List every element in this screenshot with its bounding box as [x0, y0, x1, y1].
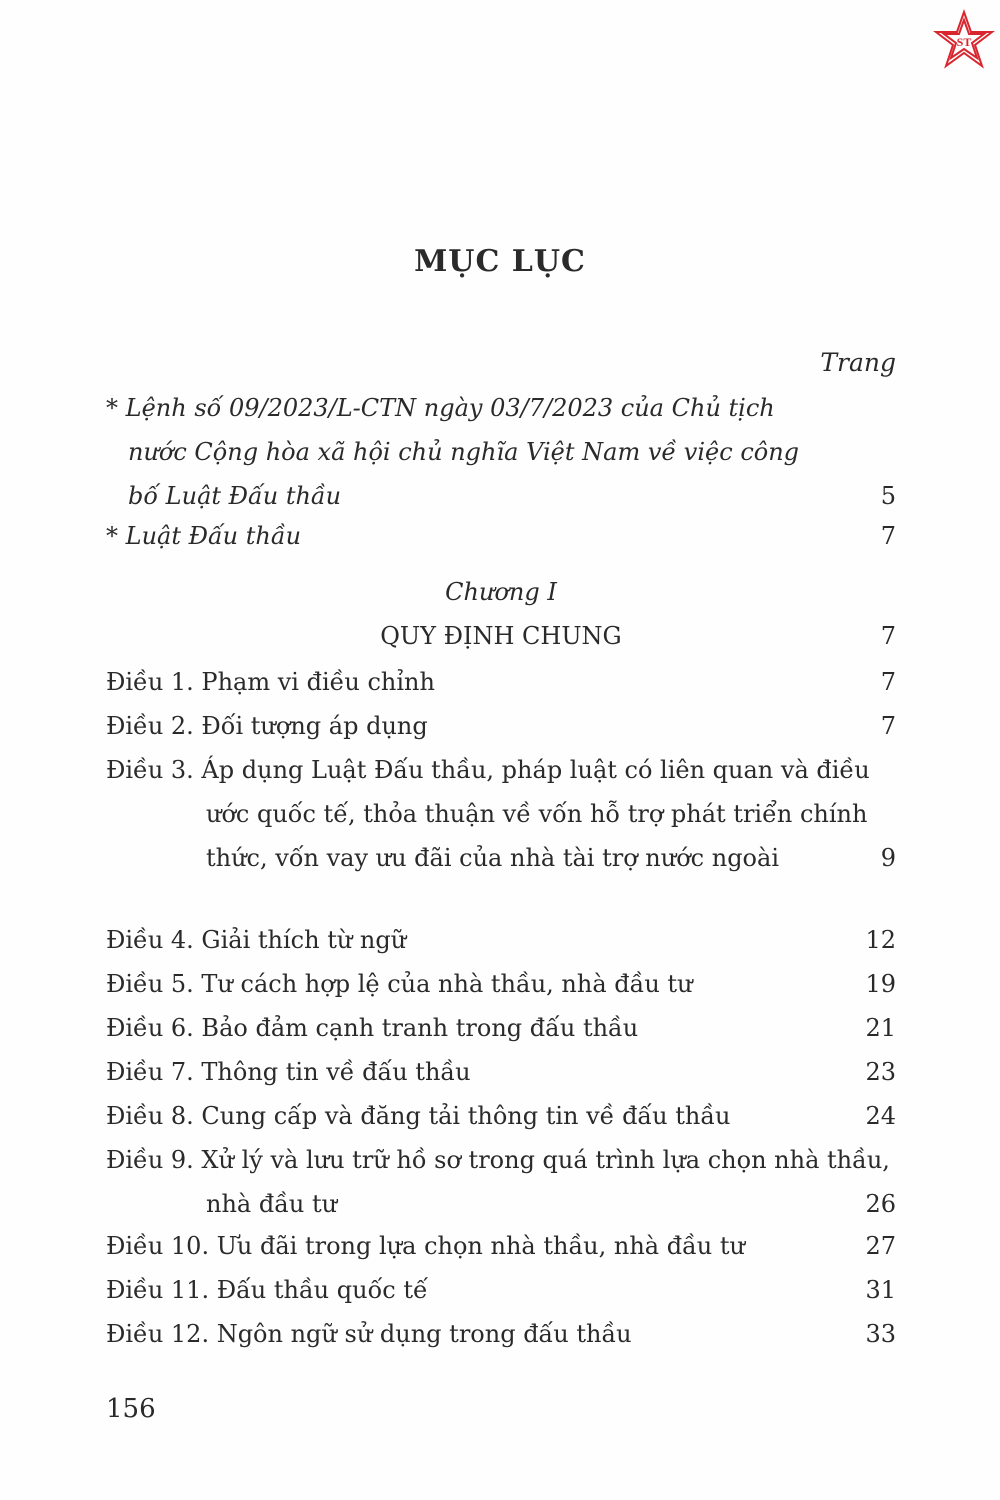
toc-entry [106, 1138, 896, 1226]
page-title: MỤC LỤC [414, 244, 586, 279]
toc-entry-page: 31 [865, 1276, 896, 1304]
toc-entry-page: 21 [865, 1014, 896, 1042]
toc-entry-page: 27 [865, 1232, 896, 1260]
toc-entry-page: 5 [880, 482, 896, 510]
toc-entry [106, 1006, 896, 1050]
toc-entry [106, 748, 896, 880]
toc-entry-page: 7 [880, 668, 896, 696]
toc-entry-text: Điều 8. Cung cấp và đăng tải thông tin về đấu thầu [106, 1102, 731, 1130]
page-column-label: Trang [820, 348, 896, 377]
toc-entry [106, 918, 896, 962]
toc-entry-text: Điều 9. Xử lý và lưu trữ hồ sơ trong quá trình lựa chọn nhà thầu, nhà đầu tư [106, 1146, 890, 1218]
toc-entry-page: 7 [880, 712, 896, 740]
toc-entry-page: 33 [865, 1320, 896, 1348]
toc-entry-page: 12 [865, 926, 896, 954]
toc-entry [106, 1094, 896, 1138]
toc-entry [106, 704, 896, 748]
toc-entry-text: * Lệnh số 09/2023/L-CTN ngày 03/7/2023 của Chủ tịch nước Cộng hòa xã hội chủ nghĩa Việt Nam về việc công bố Luật Đấu thầu [106, 394, 800, 510]
chapter-title: QUY ĐỊNH CHUNG [380, 622, 622, 650]
toc-entry-page: 26 [865, 1190, 896, 1218]
toc-entry-text: Điều 5. Tư cách hợp lệ của nhà thầu, nhà đầu tư [106, 970, 693, 998]
toc-entry-text: Điều 1. Phạm vi điều chỉnh [106, 668, 435, 696]
toc-entry [106, 1224, 896, 1268]
toc-entry-text: Điều 10. Ưu đãi trong lựa chọn nhà thầu, nhà đầu tư [106, 1232, 745, 1260]
toc-entry-page: 23 [865, 1058, 896, 1086]
toc-entry [106, 1050, 896, 1094]
toc-entry-text: Điều 3. Áp dụng Luật Đấu thầu, pháp luật có liên quan và điều ước quốc tế, thỏa thuận về vốn hỗ trợ phát triển chính thức, vốn vay ưu đãi của nhà tài trợ nước ngoài [106, 756, 870, 872]
toc-entry [106, 514, 896, 558]
toc-entry [106, 962, 896, 1006]
toc-entry-page: 24 [865, 1102, 896, 1130]
svg-text:ST: ST [956, 35, 972, 49]
toc-entry-text: Điều 4. Giải thích từ ngữ [106, 926, 407, 954]
page-number: 156 [106, 1394, 156, 1424]
chapter-label: Chương I [445, 578, 557, 606]
toc-entry-page: 7 [880, 622, 896, 650]
toc-entry-page: 7 [880, 522, 896, 550]
toc-entry [106, 1312, 896, 1356]
toc-entry [106, 660, 896, 704]
publisher-logo-icon [932, 8, 996, 72]
toc-entry [106, 1268, 896, 1312]
toc-entry-page: 19 [865, 970, 896, 998]
toc-entry-text: Điều 11. Đấu thầu quốc tế [106, 1276, 428, 1304]
toc-entry-text: Điều 6. Bảo đảm cạnh tranh trong đấu thầu [106, 1014, 639, 1042]
toc-entry-page: 9 [880, 844, 896, 872]
chapter-heading [106, 614, 896, 658]
toc-entry [106, 386, 896, 518]
toc-entry-text: Điều 12. Ngôn ngữ sử dụng trong đấu thầu [106, 1320, 632, 1348]
toc-entry-text: Điều 2. Đối tượng áp dụng [106, 712, 428, 740]
toc-entry-text: Điều 7. Thông tin về đấu thầu [106, 1058, 471, 1086]
toc-entry-text: * Luật Đấu thầu [106, 522, 302, 550]
